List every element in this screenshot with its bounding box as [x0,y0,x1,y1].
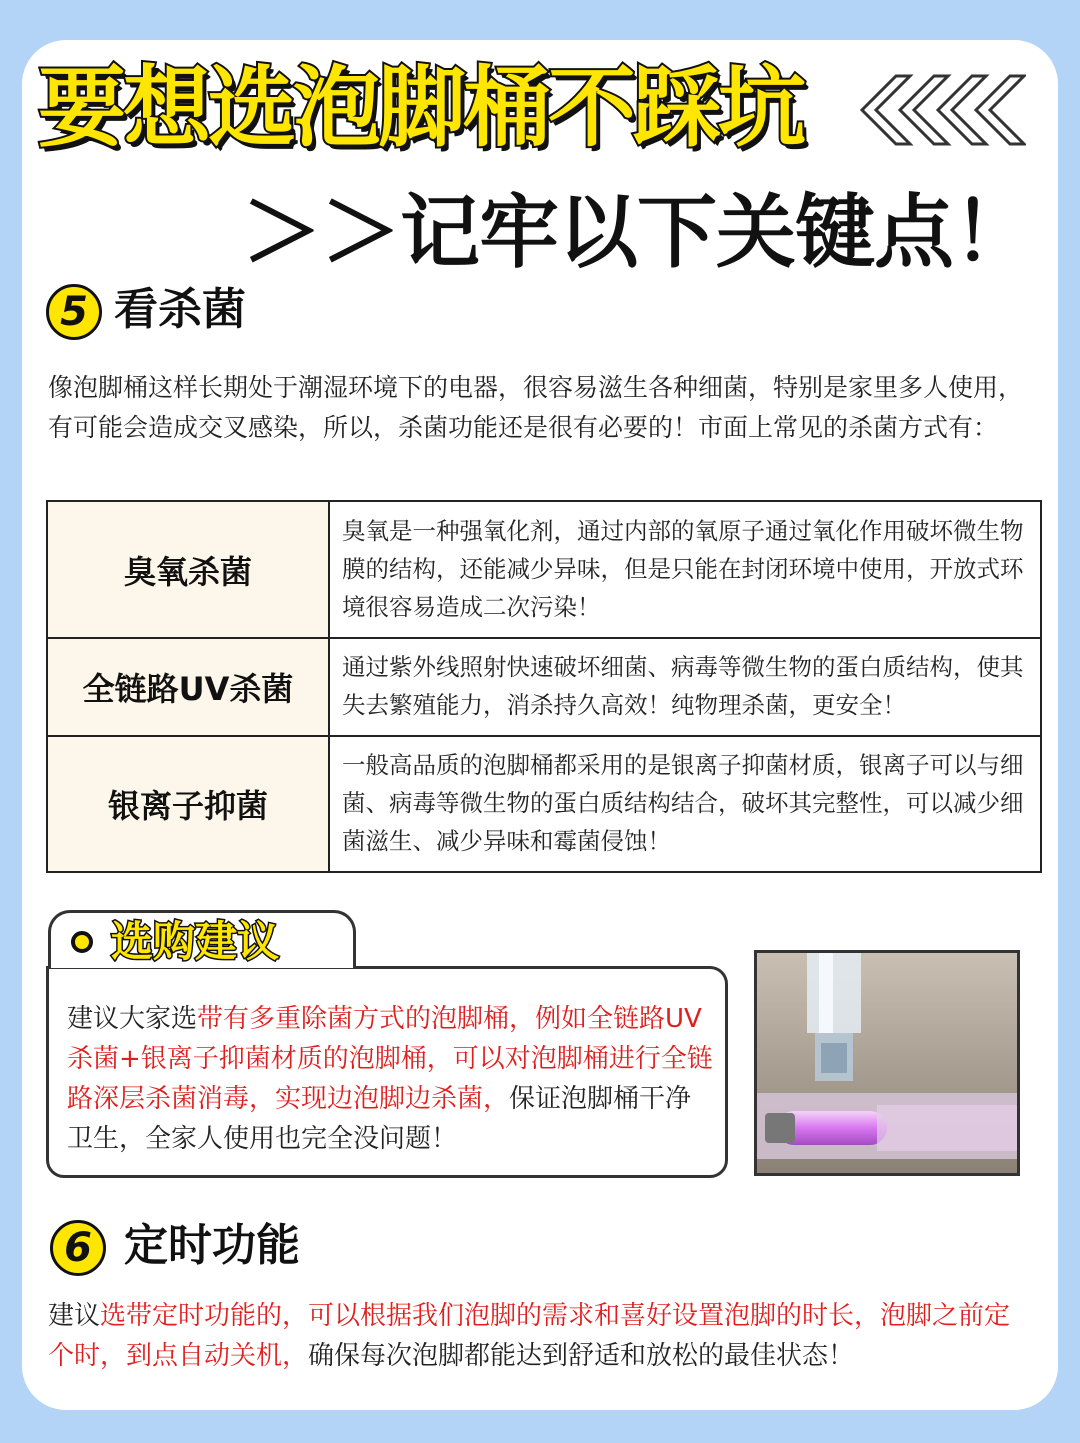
section-5-header [46,280,306,344]
method-name: 全链路UV杀菌 [47,638,329,736]
advice-tab [48,910,356,968]
advice-highlight: 带有多重除菌方式的泡脚桶，例如全链路UV杀菌+银离子抑菌材质的泡脚桶，可以对泡脚桶进行全链路深层杀菌消毒，实现边泡脚边杀菌， [67,1004,713,1114]
advice-text: 建议大家选带有多重除菌方式的泡脚桶，例如全链路UV杀菌+银离子抑菌材质的泡脚桶，可以对泡脚桶进行全链路深层杀菌消毒，实现边泡脚边杀菌，保证泡脚桶干净卫生，全家人使用也完全没问题！ [67,1004,713,1154]
method-name: 银离子抑菌 [47,736,329,872]
table-row [47,736,1041,872]
advice-box [46,966,728,1178]
section-title: 看杀菌 [114,280,246,340]
page-title: 要想选泡脚桶不踩坑 [38,56,804,159]
section-number-badge: 5 [46,284,102,340]
page-subtitle: ＞＞记牢以下关键点！ [242,186,1032,279]
method-name: 臭氧杀菌 [47,501,329,638]
table-row [47,501,1041,638]
section-6-header [50,1216,350,1280]
method-desc: 臭氧是一种强氧化剂，通过内部的氧原子通过氧化作用破坏微生物膜的结构，还能减少异味，但是只能在封闭环境中使用，开放式环境很容易造成二次污染！ [329,501,1041,638]
section-6-highlight: 选带定时功能的，可以根据我们泡脚的需求和喜好设置泡脚的时长，泡脚之前定个时，到点自动关机， [48,1301,1011,1371]
advice-tab-label: 选购建议 [111,917,280,966]
section-6-text: 建议选带定时功能的，可以根据我们泡脚的需求和喜好设置泡脚的时长，泡脚之前定个时，到点自动关机，确保每次泡脚都能达到舒适和放松的最佳状态！ [48,1301,1011,1371]
double-left-chevron-icon [856,70,1026,150]
method-desc: 一般高品质的泡脚桶都采用的是银离子抑菌材质，银离子可以与细菌、病毒等微生物的蛋白质结构结合，破坏其完整性，可以减少细菌滋生、减少异味和霉菌侵蚀！ [329,736,1041,872]
uv-lamp-tube-illustration [754,950,1020,1176]
section-number-badge: 6 [50,1220,106,1276]
section-5-intro: 像泡脚桶这样长期处于潮湿环境下的电器，很容易滋生各种细菌，特别是家里多人使用，有可能会造成交叉感染，所以，杀菌功能还是很有必要的！市面上常见的杀菌方式有： [48,373,1024,442]
table-row [47,638,1041,736]
circle-bullet-icon [71,931,93,953]
sterilization-methods-table [46,500,1042,873]
method-desc: 通过紫外线照射快速破坏细菌、病毒等微生物的蛋白质结构，使其失去繁殖能力，消杀持久高效！纯物理杀菌，更安全！ [329,638,1041,736]
section-title: 定时功能 [124,1216,300,1276]
